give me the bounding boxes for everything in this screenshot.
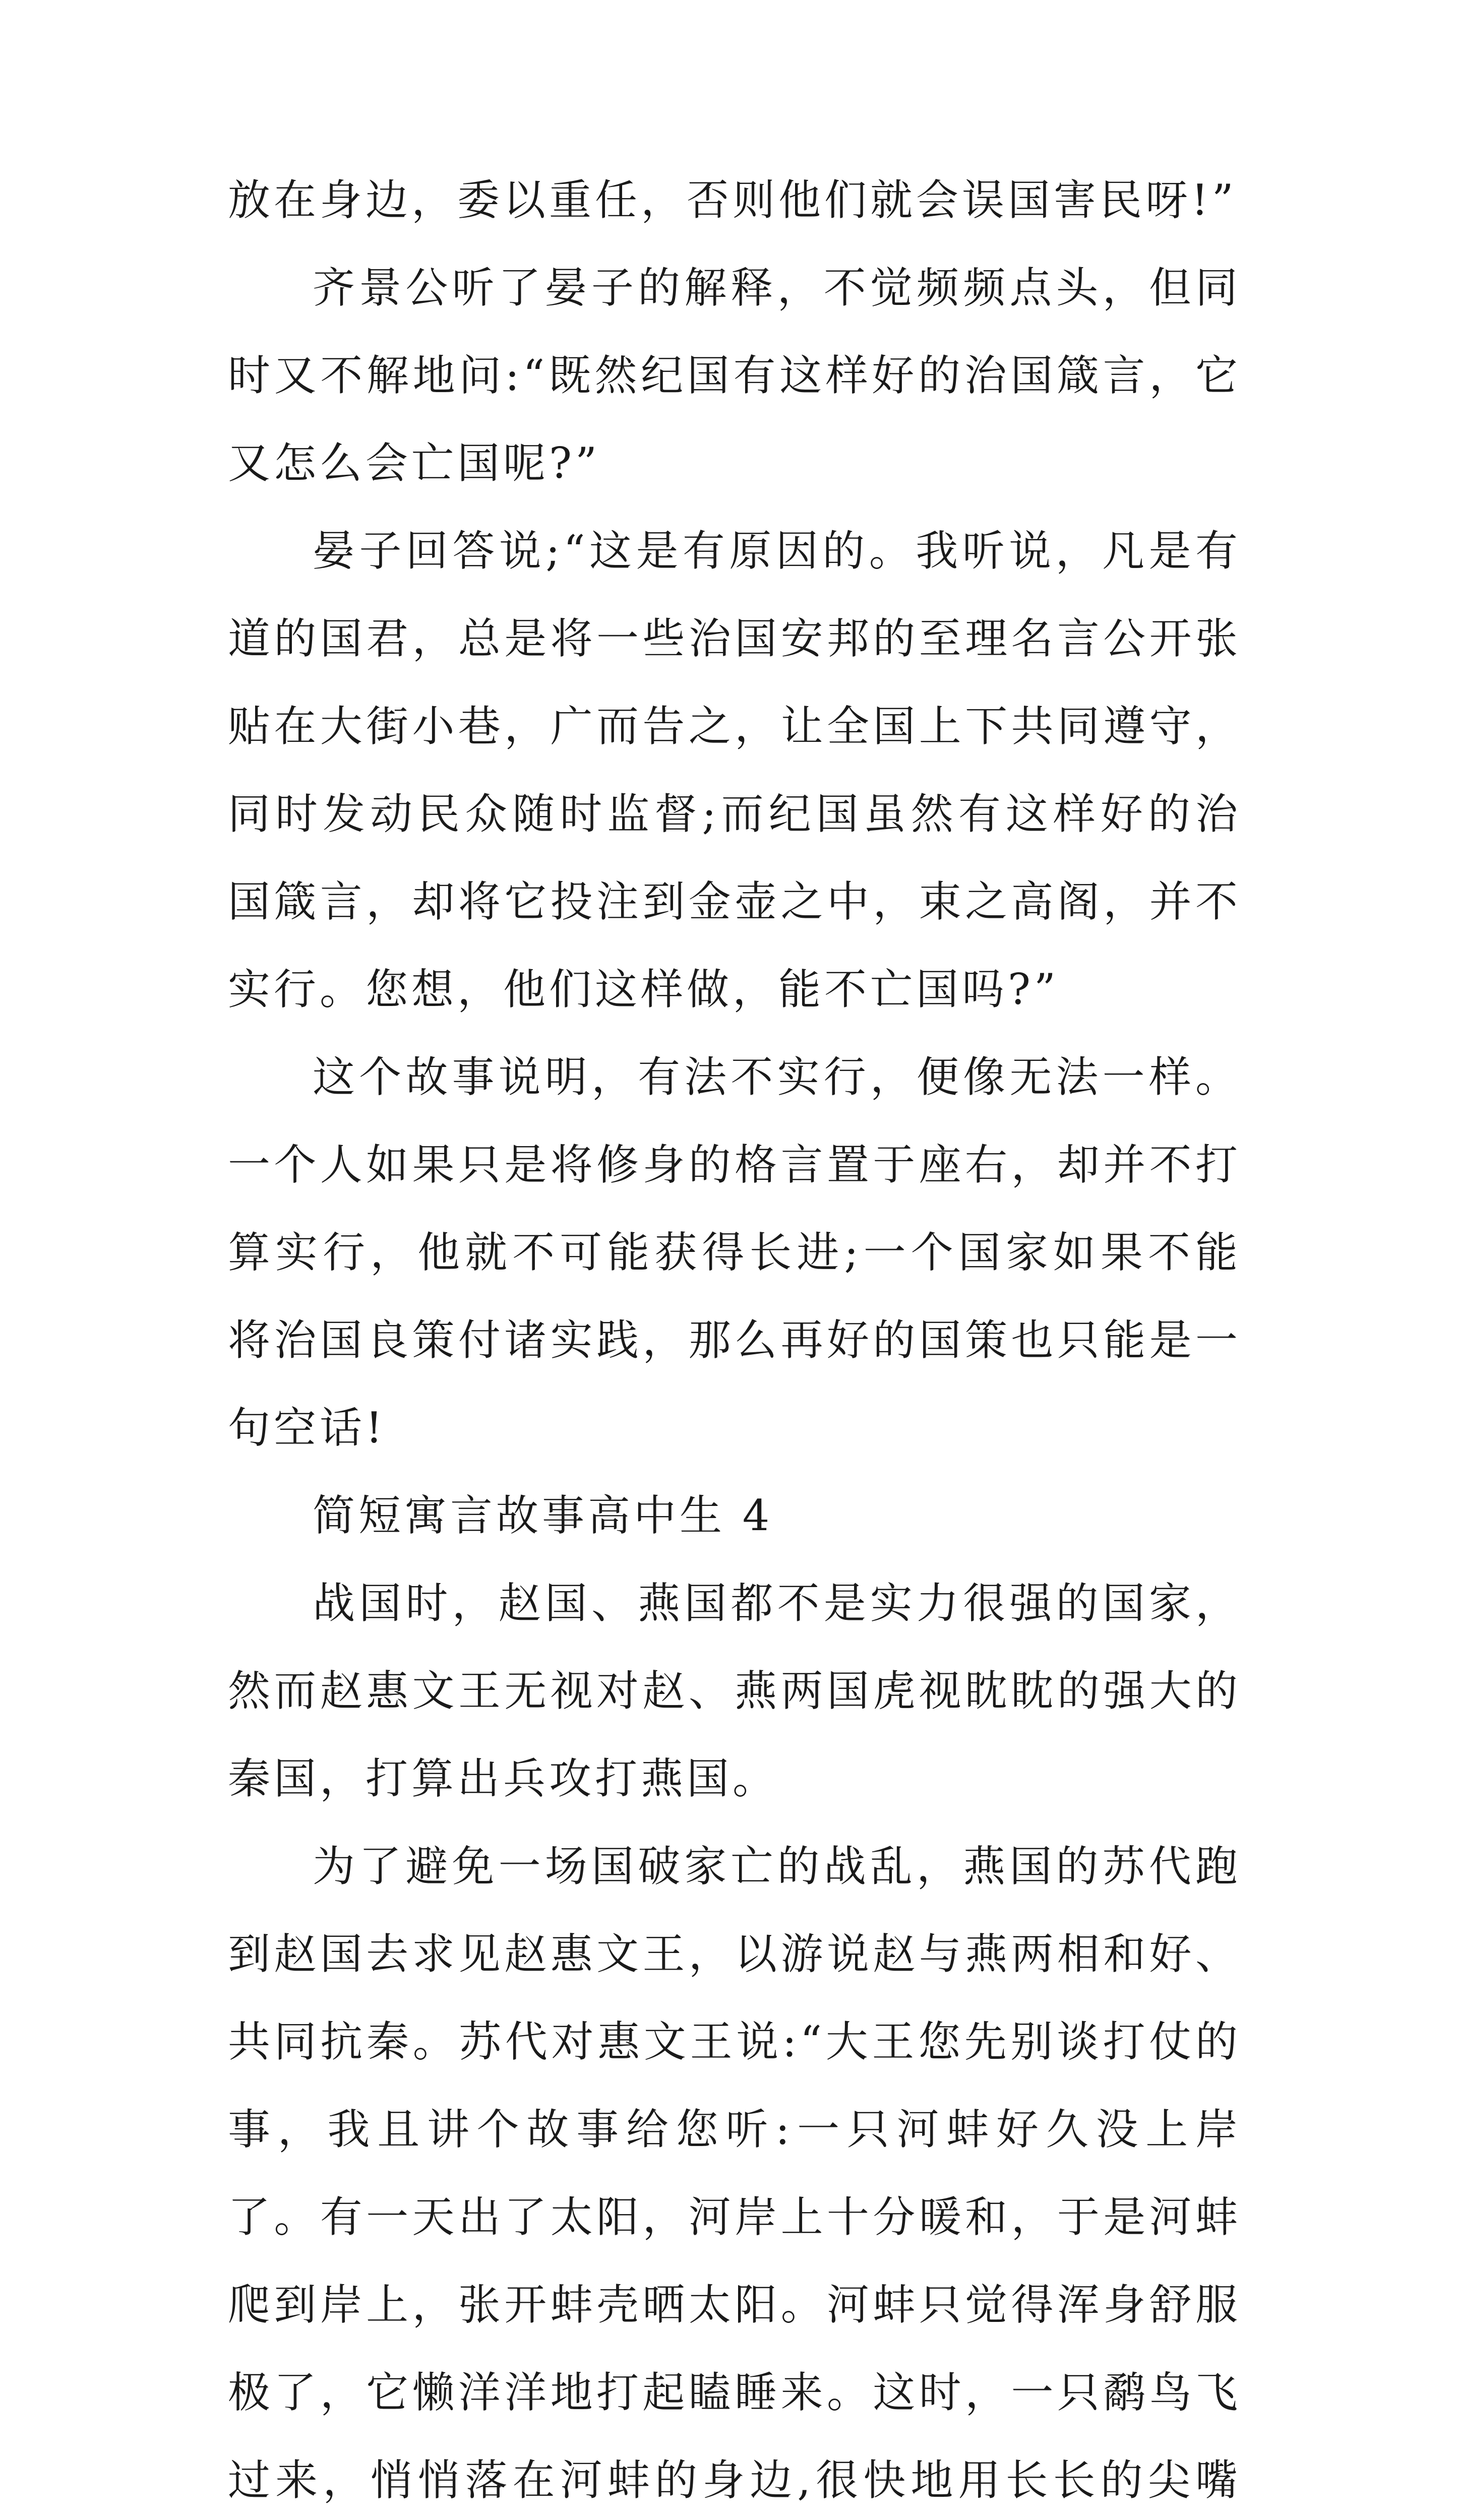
paragraph-2: 齐景公听了晏子的解释，不觉频频点头，但同时又不解地问:“既然纪国有这样好的治国箴言，它又怎么会亡国呢?” <box>228 263 1241 488</box>
paragraph-5: 战国时，赵国、燕国都不是实力很强的国家，然而赵惠文王无视对赵、燕两国虎视眈眈的强大的秦国，打算出兵攻打燕国。 <box>228 1579 1241 1803</box>
paragraph-3: 晏子回答说;“这是有原因的。我听说，凡是有道的国君，总是将一些治国安邦的至理名言公开张贴在大街小巷，广而告之，让全国上下共同遵守，同时发动民众随时监督;而纪国虽然有这样好的治国箴言，却将它投注到金壶之中，束之高阁，并不实行。您想，他们这样做，能不亡国吗?” <box>228 526 1241 1014</box>
section-heading: 简短寓言故事高中生 4 <box>313 1491 773 1540</box>
paragraph-4: 这个故事说明，有法不实行，便像无法一样。一个人如果只是将修身的格言置于座右，却并不打算实行，他就不可能获得长进;一个国家如果不能将治国良策付诸实践，那么再好的国策也只能是一句空话! <box>228 1052 1241 1453</box>
document-body <box>228 156 1241 2520</box>
paragraph-6: 为了避免一场国破家亡的战乱，燕国的苏代跑到赵国去求见赵惠文王，以游说赵与燕两相和好、共同抗秦。苏代对惠文王说:“大王您先别谈打仗的事，我且讲个故事给您听:一只河蚌好久没上岸了。有一天出了太阳，河岸上十分暖和，于是河蚌爬到岸上，张开蚌壳晒太阳。河蚌只觉得浑身舒服极了，它懒洋洋地打起瞌睡来。这时，一只鹬鸟飞过来，悄悄落在河蚌的身边,很快地用长长的尖嘴 <box>228 1842 1241 2505</box>
paragraph-1: 放在身边，委以重任，否则他们就会误国害民呀!” <box>228 175 1237 225</box>
